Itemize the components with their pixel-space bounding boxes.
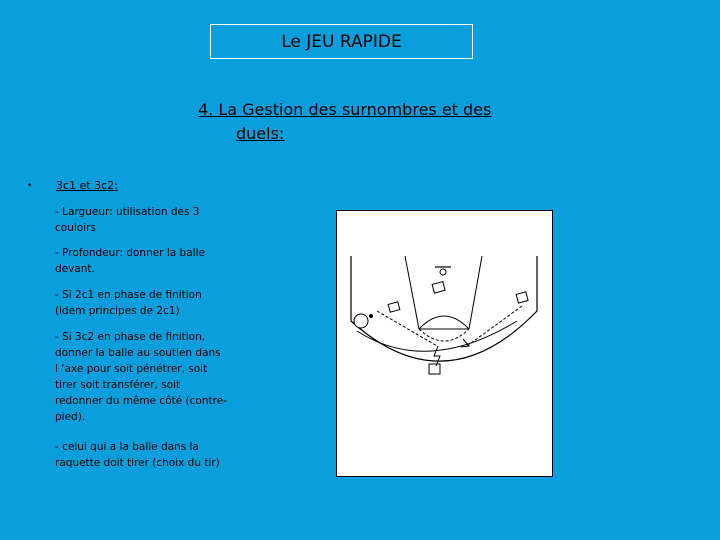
key-line-right xyxy=(469,256,482,329)
basket-rim xyxy=(440,269,446,275)
court-drawing xyxy=(337,211,552,476)
player-marker xyxy=(516,292,528,303)
cut-arrow-dashed xyxy=(467,306,522,346)
paragraph-2c1: - Si 2c1 en phase de finition (idem principes de 2c1) xyxy=(55,289,202,317)
title-box xyxy=(210,24,473,59)
ball-dot xyxy=(369,314,373,318)
slide-title: Le JEU RAPIDE xyxy=(281,31,402,52)
subtitle-line-1: 4. La Gestion des surnombres et des xyxy=(198,100,492,119)
player-marker xyxy=(388,302,400,312)
key-line-left xyxy=(405,256,419,329)
free-throw-circle-top xyxy=(419,316,469,329)
bullet-point: • xyxy=(27,181,33,191)
paragraph-tir: - celui qui a la balle dans la raquette doit tirer (choix du tir) xyxy=(55,441,220,469)
attacker-marker xyxy=(354,314,368,328)
paragraph-largeur: - Largueur: utilisation des 3 couloirs xyxy=(55,206,200,234)
paragraph-profondeur: - Profondeur: donner la balle devant. xyxy=(55,247,205,275)
basketball-play-diagram xyxy=(336,210,553,477)
player-marker xyxy=(429,364,440,374)
section-heading: 3c1 et 3c2: xyxy=(56,179,118,192)
paragraph-3c2: - Si 3c2 en phase de finition, donner la balle au soutien dans l ‘axe pour soit pénétrer, soit tirer soit transférer, soit redonner du même côté (contre- pied). xyxy=(55,331,227,423)
zigzag-dribble xyxy=(434,346,440,366)
free-throw-circle-bottom xyxy=(419,329,469,341)
subtitle-line-2: duels: xyxy=(236,124,285,143)
slide-subtitle xyxy=(198,98,558,146)
player-marker xyxy=(432,282,445,294)
three-point-arc xyxy=(351,256,537,361)
